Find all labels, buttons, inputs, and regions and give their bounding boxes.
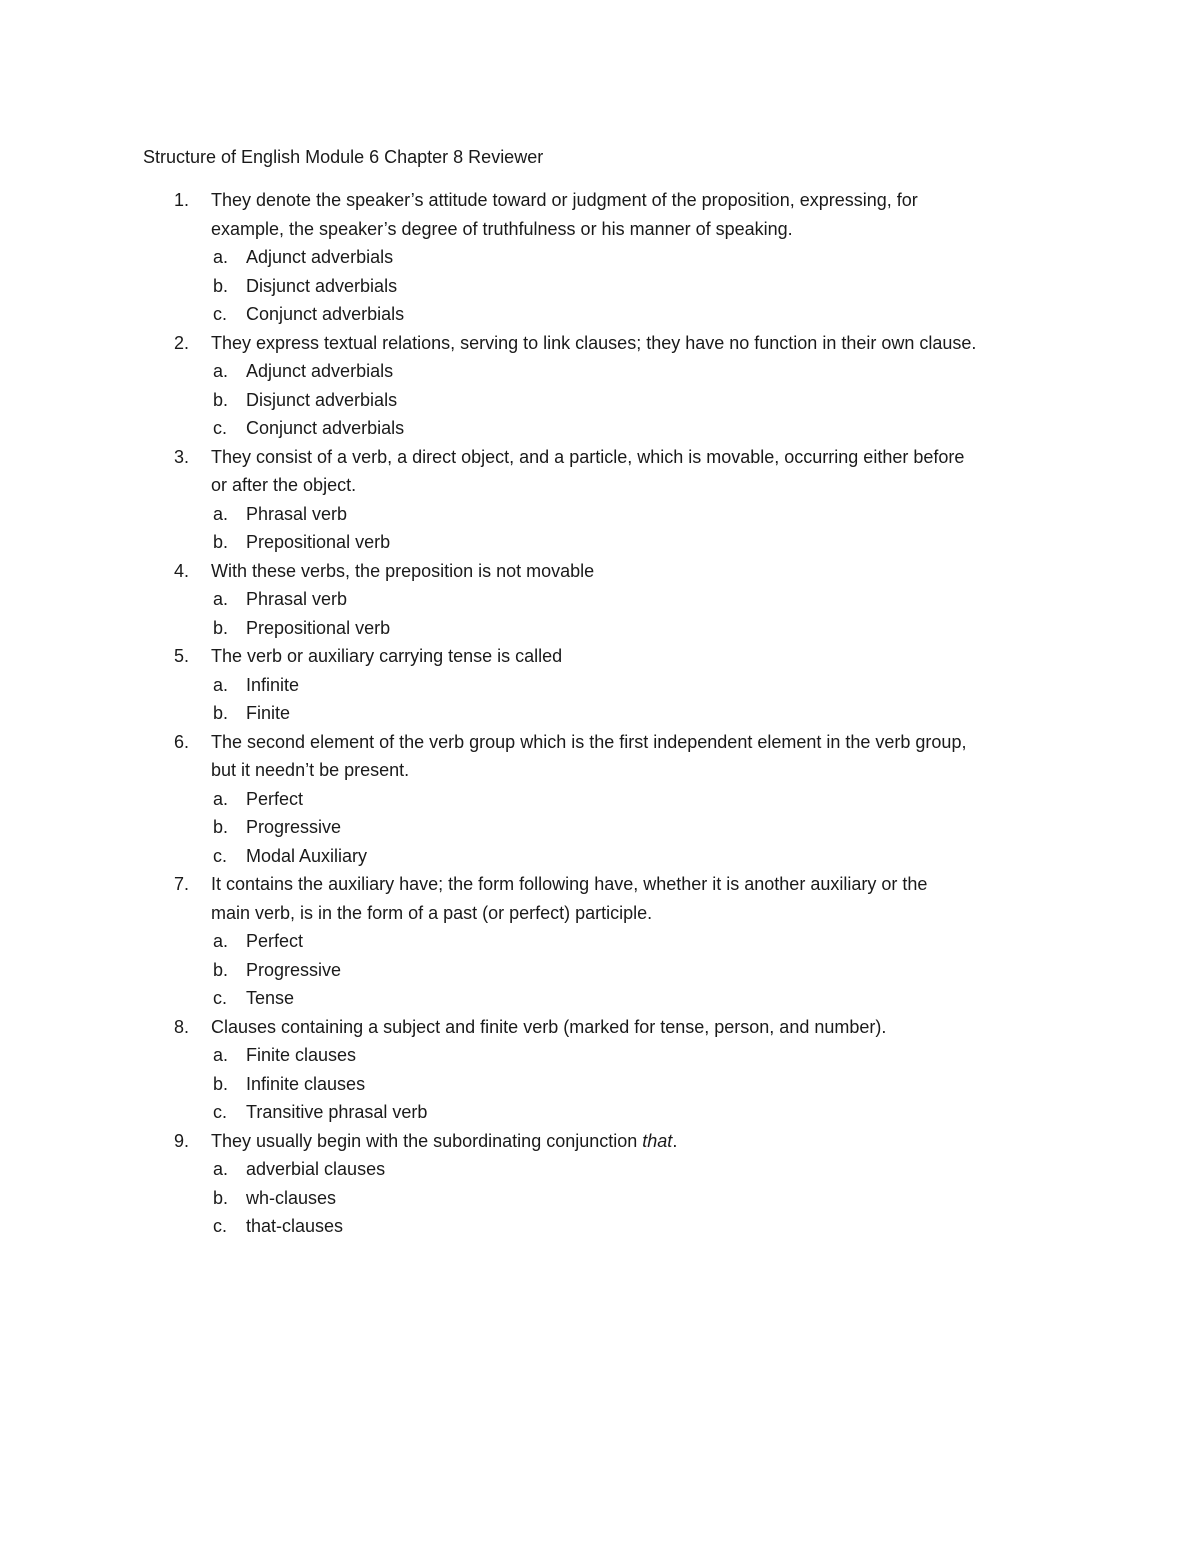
option-letter: c.: [213, 1102, 228, 1122]
answer-option: [0, 842, 1200, 871]
question-number: 2.: [174, 332, 190, 353]
question-text: main verb, is in the form of a past (or perfect) participle.: [211, 902, 653, 923]
question-text: but it needn’t be present.: [211, 760, 410, 780]
option-text: Phrasal verb: [246, 589, 348, 609]
question-item: [0, 329, 1200, 443]
option-text: Phrasal verb: [246, 503, 348, 524]
question-text: They usually begin with the subordinating conjunction that.: [211, 1130, 678, 1151]
option-text: Disjunct adverbials: [246, 389, 398, 410]
answer-option: [0, 1070, 1200, 1099]
question-line: [0, 870, 1200, 899]
option-letter: b.: [213, 275, 229, 296]
answer-option: [0, 1098, 1200, 1127]
question-text: They express textual relations, serving to link clauses; they have no function in their own clause.: [211, 332, 977, 353]
answer-option: [0, 585, 1200, 614]
question-text: They consist of a verb, a direct object, and a particle, which is movable, occurring either before: [211, 446, 965, 467]
question-list: [0, 186, 1200, 1241]
option-text: Conjunct adverbials: [246, 418, 405, 438]
question-number: 7.: [174, 874, 190, 894]
option-text: Adjunct adverbials: [246, 361, 394, 381]
question-line: [0, 728, 1200, 757]
question-item: [0, 1127, 1200, 1241]
question-item: [0, 443, 1200, 557]
answer-option: [0, 671, 1200, 700]
question-number: 3.: [174, 446, 190, 467]
question-line: [0, 1127, 1200, 1156]
answer-option: [0, 414, 1200, 443]
option-text: wh-clauses: [246, 1187, 337, 1208]
answer-option: [0, 1041, 1200, 1070]
option-letter: a.: [213, 589, 229, 609]
question-number: 9.: [174, 1130, 190, 1151]
question-line: [0, 756, 1200, 785]
answer-option: [0, 1155, 1200, 1184]
option-text: Infinite: [246, 674, 300, 695]
answer-option: [0, 927, 1200, 956]
emphasized-word: that: [642, 1130, 673, 1151]
question-line: [0, 329, 1200, 358]
option-text: Perfect: [246, 931, 304, 951]
answer-option: [0, 956, 1200, 985]
question-line: [0, 642, 1200, 671]
option-letter: a.: [213, 1159, 229, 1179]
question-item: [0, 186, 1200, 329]
option-text: Transitive phrasal verb: [246, 1102, 428, 1122]
question-text: Clauses containing a subject and finite verb (marked for tense, person, and number).: [211, 1016, 887, 1037]
option-letter: a.: [213, 1045, 229, 1065]
question-line: [0, 215, 1200, 244]
option-letter: b.: [213, 1073, 229, 1094]
question-item: [0, 728, 1200, 871]
answer-option: [0, 813, 1200, 842]
option-letter: b.: [213, 1187, 229, 1208]
question-text: The second element of the verb group which is the first independent element in the verb group,: [211, 731, 967, 752]
question-text: With these verbs, the preposition is not movable: [211, 560, 595, 581]
question-text: or after the object.: [211, 475, 357, 495]
question-line: [0, 186, 1200, 215]
document-title: Structure of English Module 6 Chapter 8 Reviewer: [143, 147, 544, 167]
option-letter: a.: [213, 788, 229, 809]
question-text: example, the speaker’s degree of truthfulness or his manner of speaking.: [211, 218, 793, 239]
option-letter: a.: [213, 361, 229, 381]
question-line: [0, 471, 1200, 500]
option-text: Infinite clauses: [246, 1073, 366, 1094]
question-number: 1.: [174, 190, 190, 210]
answer-option: [0, 243, 1200, 272]
question-line: [0, 557, 1200, 586]
option-letter: c.: [213, 304, 228, 324]
option-letter: c.: [213, 845, 228, 866]
question-text: It contains the auxiliary have; the form following have, whether it is another auxiliary or the: [211, 874, 928, 894]
question-number: 6.: [174, 731, 190, 752]
option-letter: b.: [213, 532, 229, 552]
option-text: Adjunct adverbials: [246, 247, 394, 267]
answer-option: [0, 614, 1200, 643]
question-number: 5.: [174, 646, 190, 666]
option-text: Prepositional verb: [246, 532, 391, 552]
option-text: Conjunct adverbials: [246, 304, 405, 324]
question-item: [0, 870, 1200, 1013]
question-item: [0, 1013, 1200, 1127]
option-letter: b.: [213, 389, 229, 410]
question-text: The verb or auxiliary carrying tense is called: [211, 646, 563, 666]
option-letter: a.: [213, 503, 229, 524]
question-number: 8.: [174, 1016, 190, 1037]
answer-option: [0, 386, 1200, 415]
option-letter: b.: [213, 959, 229, 980]
option-letter: a.: [213, 674, 229, 695]
option-letter: a.: [213, 247, 229, 267]
option-text: Finite: [246, 703, 291, 723]
option-letter: c.: [213, 418, 228, 438]
answer-option: [0, 1212, 1200, 1241]
question-text: They denote the speaker’s attitude toward or judgment of the proposition, expressing, for: [211, 190, 918, 210]
answer-option: [0, 699, 1200, 728]
option-letter: a.: [213, 931, 229, 951]
option-text: Disjunct adverbials: [246, 275, 398, 296]
answer-option: [0, 300, 1200, 329]
answer-option: [0, 984, 1200, 1013]
option-text: Progressive: [246, 817, 342, 837]
option-text: Perfect: [246, 788, 304, 809]
option-text: Finite clauses: [246, 1045, 357, 1065]
question-line: [0, 899, 1200, 928]
option-letter: c.: [213, 1216, 228, 1236]
option-text: adverbial clauses: [246, 1159, 386, 1179]
question-number: 4.: [174, 560, 190, 581]
answer-option: [0, 500, 1200, 529]
option-text: Tense: [246, 988, 295, 1008]
question-item: [0, 642, 1200, 728]
answer-option: [0, 1184, 1200, 1213]
option-text: Progressive: [246, 959, 342, 980]
option-letter: b.: [213, 817, 229, 837]
option-letter: b.: [213, 703, 229, 723]
question-line: [0, 443, 1200, 472]
option-text: that-clauses: [246, 1216, 344, 1236]
answer-option: [0, 785, 1200, 814]
option-letter: c.: [213, 988, 228, 1008]
question-line: [0, 1013, 1200, 1042]
answer-option: [0, 272, 1200, 301]
option-letter: b.: [213, 617, 229, 638]
answer-option: [0, 528, 1200, 557]
option-text: Prepositional verb: [246, 617, 391, 638]
answer-option: [0, 357, 1200, 386]
question-item: [0, 557, 1200, 643]
option-text: Modal Auxiliary: [246, 845, 368, 866]
